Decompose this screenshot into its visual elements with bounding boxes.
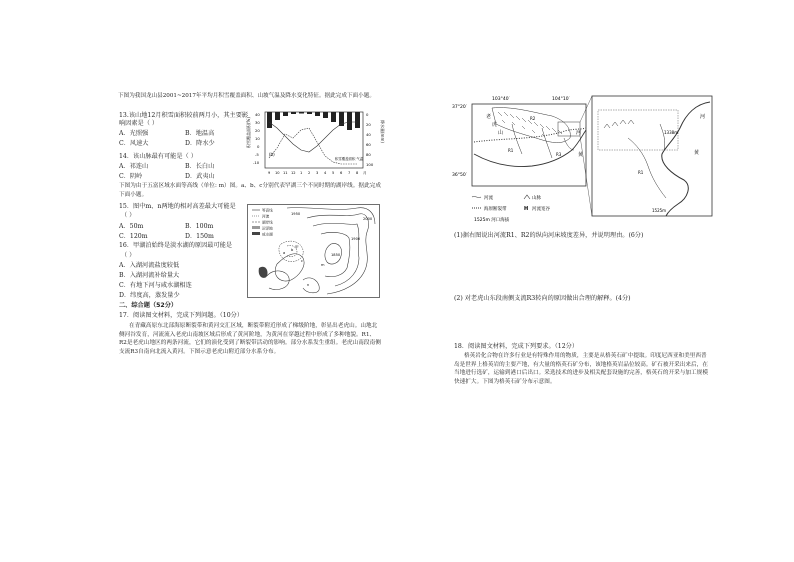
xtick: 2 <box>308 171 311 175</box>
lon-label-2: 104°10′ <box>552 97 570 102</box>
section-2-heading: 二、综合题（52分） <box>119 302 178 309</box>
lat-label-1: 37°20′ <box>452 105 467 110</box>
label: 1950 <box>291 212 301 216</box>
ytick: 40 <box>255 112 260 117</box>
chart-ylabel-right: 降水量(mm) <box>380 120 385 143</box>
label-r1: R1 <box>508 148 514 153</box>
lon-label-1: 103°40′ <box>492 97 510 102</box>
xtick: 5 <box>332 171 335 175</box>
xtick: 7 <box>348 171 351 175</box>
q16: 16．甲湖泊始终是淡水湖的原因最可能是 <box>119 242 233 249</box>
chart-legend: 积雪覆盖面积 气温 <box>335 157 364 161</box>
q13-option: B．地温高 <box>185 130 215 137</box>
legend-elevation: 1525m 河口海拔 <box>474 218 510 223</box>
label: m <box>321 263 325 267</box>
chart-yticks-left <box>253 112 260 165</box>
q13: 13.该山地12月积雪面积较前两月小，其主要影响因素是（ ） <box>119 112 249 128</box>
bar <box>283 112 288 116</box>
q16-paren: （ ） <box>121 252 136 259</box>
ytick: 20 <box>366 122 371 127</box>
legend-contour: 等高线 <box>262 208 273 213</box>
inset-r1: R1 <box>638 170 644 175</box>
q13-option: C．风速大 <box>119 140 149 147</box>
q15-option: B．100m <box>185 223 214 230</box>
legend-saltlake: 咸水湖 <box>262 232 273 237</box>
label-hu: 虎 <box>492 122 498 128</box>
legend-river: 河流 <box>484 196 493 201</box>
legend-mountain: 山脉 <box>532 196 541 201</box>
contour-map <box>247 204 380 298</box>
q18: 18．阅读图文材料，完成下列要求。（12分） <box>454 343 579 350</box>
q15-option: A．50m <box>119 223 144 230</box>
xtick: 8 <box>356 171 359 175</box>
xtick: 11 <box>283 171 288 175</box>
q15-paren: （ ） <box>121 212 136 219</box>
label-shan: 山 <box>498 130 504 136</box>
xtick: 12 <box>291 171 296 175</box>
q14-option: C．阴岭 <box>119 173 143 180</box>
q14-option: A．祁连山 <box>119 163 149 170</box>
xtick: 1 <box>300 171 303 175</box>
bar <box>267 112 272 128</box>
label: n <box>307 283 310 287</box>
intro2: 下图为由于五富区域水面等高线（单位: m）图。a、b、c分别代表罕湖三个不同时期的湖岸线。据此完成下面小题。 <box>119 183 381 198</box>
ytick: -5 <box>255 152 259 157</box>
inset-1338: 1338m <box>664 130 679 135</box>
q17-paragraph: 在青藏高原东北部海原断裂带和黄河交汇区域，断裂带附近形成了梯级阶地，彰显出老虎山。山地北侧河谷发育，河流流入老虎山南坡区域后形成了黄河阶地，为黄河在穿越过程中形成了多种地貌。R1、R2是老虎山地区的两条河流，它们的演化受到了断裂带活动的影响。部分水系发生重组。老虎山南段南侧支流R3自南向北流入黄河。下图示意老虎山附近部分水系分布。 <box>119 323 381 355</box>
ytick: 20 <box>255 128 260 133</box>
label-lao: 老 <box>486 114 492 120</box>
q14: 14．该山脉最有可能是（ ） <box>119 153 197 160</box>
label-r3: R3 <box>556 152 562 157</box>
inset-1525: 1525m <box>652 208 667 213</box>
chart-mark: (b) <box>269 152 275 157</box>
q17: 17．阅读图文材料，完成下列问题。（10分） <box>119 312 244 319</box>
label: 1850 <box>331 253 341 257</box>
valley-icon: H <box>524 206 529 212</box>
label: a <box>283 251 286 255</box>
xtick: 9 <box>268 171 271 175</box>
temperature-line <box>269 122 357 152</box>
inset-huang: 黄 <box>694 150 700 156</box>
xtick: 3 <box>316 171 319 175</box>
ytick: 60 <box>366 142 371 147</box>
ytick: 40 <box>366 132 371 137</box>
q15-option: C．120m <box>119 233 148 240</box>
q16-option: C．有地下河与咸水湖相连 <box>119 282 192 289</box>
bar <box>299 112 304 114</box>
mountain-icon <box>524 195 530 199</box>
bar <box>315 112 320 116</box>
label: 1900 <box>351 237 361 241</box>
chart-xticks <box>268 170 367 175</box>
ytick: 0 <box>366 112 369 117</box>
label: c <box>301 259 303 263</box>
bar <box>331 112 336 122</box>
q14-option: D．武夷山 <box>185 173 215 180</box>
q15: 15．图中m、n两地的相对高差最大可能是 <box>119 203 236 210</box>
intro1-text: 下图为我国龙山县2001~2017年平均月积雪覆盖面积、山坡气温及降水变化特征。据此完成下面小题。 <box>118 93 375 99</box>
q16-option: D．纬度高，蒸发量少 <box>119 292 180 299</box>
fault-river-map <box>452 94 722 232</box>
q17-1: (1)据右图说出河流R1、R2的纵向河床坡度差异，并说明理由。(6分) <box>454 232 644 239</box>
q16-option: A．入湖河流盐度较低 <box>119 262 180 269</box>
legend-marsh: 沼泽地 <box>262 226 273 231</box>
legend-shoreline: 湖岸线 <box>262 220 273 225</box>
legend-valley: 河流宽谷 <box>532 207 550 212</box>
q14-option: B．长白山 <box>185 163 215 170</box>
bar <box>347 112 352 130</box>
ytick: 30 <box>255 120 260 125</box>
precip-bars <box>267 112 360 130</box>
intro1-line1 <box>118 92 380 101</box>
label-r2: R2 <box>530 116 536 121</box>
bar <box>323 112 328 118</box>
ytick: -10 <box>253 160 260 165</box>
map-legend <box>472 194 550 223</box>
chart-yticks-right <box>366 112 374 167</box>
ytick: 100 <box>366 162 374 167</box>
label: b <box>291 248 294 252</box>
inset-he: 河 <box>700 114 706 120</box>
q13-option: D．降水少 <box>185 140 215 147</box>
xtick: 6 <box>340 171 343 175</box>
xtick: 10 <box>275 171 280 175</box>
chart-ylabel-left: 积雪覆盖面积(%) <box>246 117 251 148</box>
legend-fault: 海原断裂带 <box>484 207 507 212</box>
lat-label-2: 36°50′ <box>452 173 467 178</box>
xtick: 月 <box>363 171 367 175</box>
q17-2: (2) 对老虎山东段南侧支流R3转向的原因做出合理的解释。(4分) <box>454 295 631 302</box>
ytick: 0 <box>257 144 260 149</box>
legend-river: 河流 <box>262 214 270 219</box>
label-he: 河 <box>576 130 582 136</box>
bar <box>291 112 296 114</box>
label-huang: 黄 <box>578 152 584 158</box>
q13-option: A．光照强 <box>119 130 149 137</box>
q16-option: B．入湖河流补给量大 <box>119 272 180 279</box>
xtick: 4 <box>324 171 327 175</box>
label: 2000 <box>363 217 373 221</box>
label: 甲 <box>295 245 299 249</box>
bar <box>355 112 360 128</box>
ytick: 80 <box>366 152 371 157</box>
ytick: 10 <box>255 136 260 141</box>
q15-option: D．150m <box>185 233 214 240</box>
bar <box>275 112 280 120</box>
climate-chart <box>247 108 385 180</box>
q18-paragraph: 格英岩化合物在许多行业是有特殊作用的物质，主要是从格英石矿中提取。印度尼西亚和美里西普岛是世界上格英岩的主要产地，有大量的格英石矿分布，该地格英岩品位较高。矿石被开采出来后，在当地进行选矿，运输到港口后出口。采选技术的进步及相关配套设施的完善，格英石的开采与加工规模快速扩大。下图为格英石矿分布示意图。 <box>454 353 708 385</box>
bar <box>307 112 312 114</box>
